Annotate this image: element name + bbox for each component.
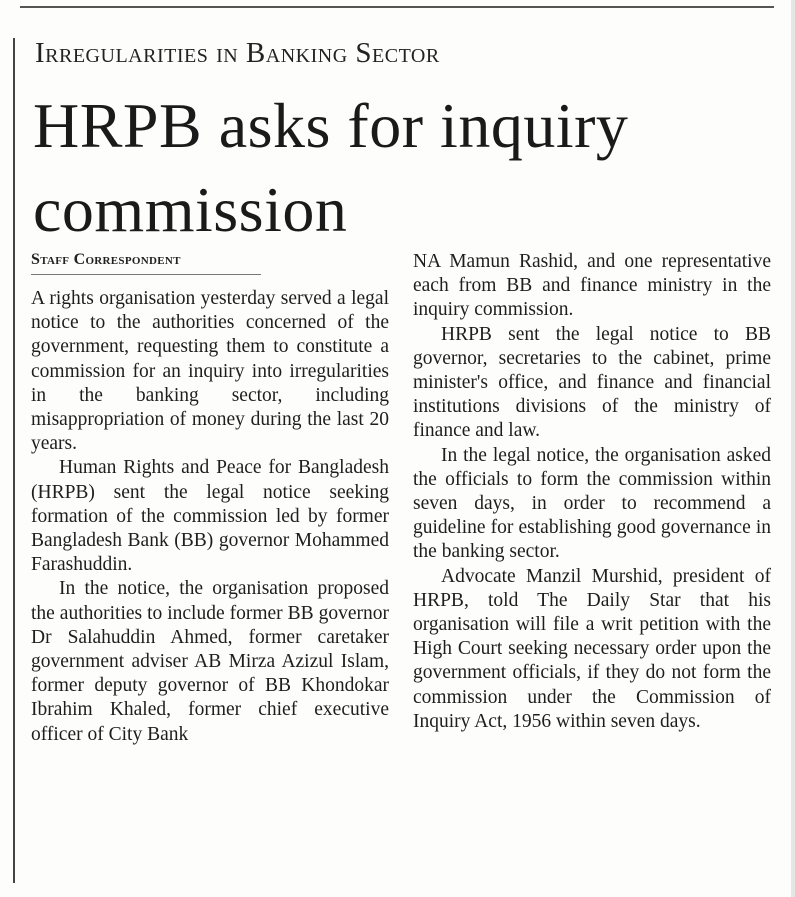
- article-column-left: [31, 250, 389, 747]
- article-paragraph: In the legal notice, the organisation asked the officials to form the commission within seven days, in order to recommend a guideline for establishing good governance in the banking sector.: [413, 444, 771, 563]
- article-kicker: Irregularities in Banking Sector: [35, 37, 440, 69]
- article-byline: Staff Correspondent: [31, 250, 261, 275]
- article-paragraph: Human Rights and Peace for Bangladesh (HRPB) sent the legal notice seeking formation of the commission led by former Bangladesh Bank (BB) governor Mohammed Farashuddin.: [31, 457, 389, 576]
- article-paragraph: HRPB sent the legal notice to BB governor, secretaries to the cabinet, prime minister's office, and finance and financial institutions divisions of the ministry of finance and law.: [413, 323, 771, 442]
- article-paragraph: NA Mamun Rashid, and one representative each from BB and finance ministry in the inquiry commission.: [413, 251, 771, 321]
- article-headline: HRPB asks for inquiry commission: [33, 90, 629, 245]
- article-paragraph: In the notice, the organisation proposed the authorities to include former BB governor Dr Salahuddin Ahmed, former caretaker government adviser AB Mirza Azizul Islam, former deputy governor of BB Khondokar Ibrahim Khaled, former chief executive officer of City Bank: [31, 578, 389, 745]
- left-column-rule: [13, 38, 15, 883]
- article-column-right: [413, 250, 771, 734]
- page-edge: [791, 0, 795, 897]
- top-rule: [20, 6, 774, 8]
- article-paragraph: Advocate Manzil Murshid, president of HRPB, told The Daily Star that his organisation will file a writ petition with the High Court seeking necessary order upon the government officials, if they do not form the commission under the Commission of Inquiry Act, 1956 within seven days.: [413, 565, 771, 732]
- article-paragraph: A rights organisation yesterday served a legal notice to the authorities concerned of the government, requesting them to constitute a commission for an inquiry into irregularities in the banking sector, including misappropriation of money during the last 20 years.: [31, 288, 389, 455]
